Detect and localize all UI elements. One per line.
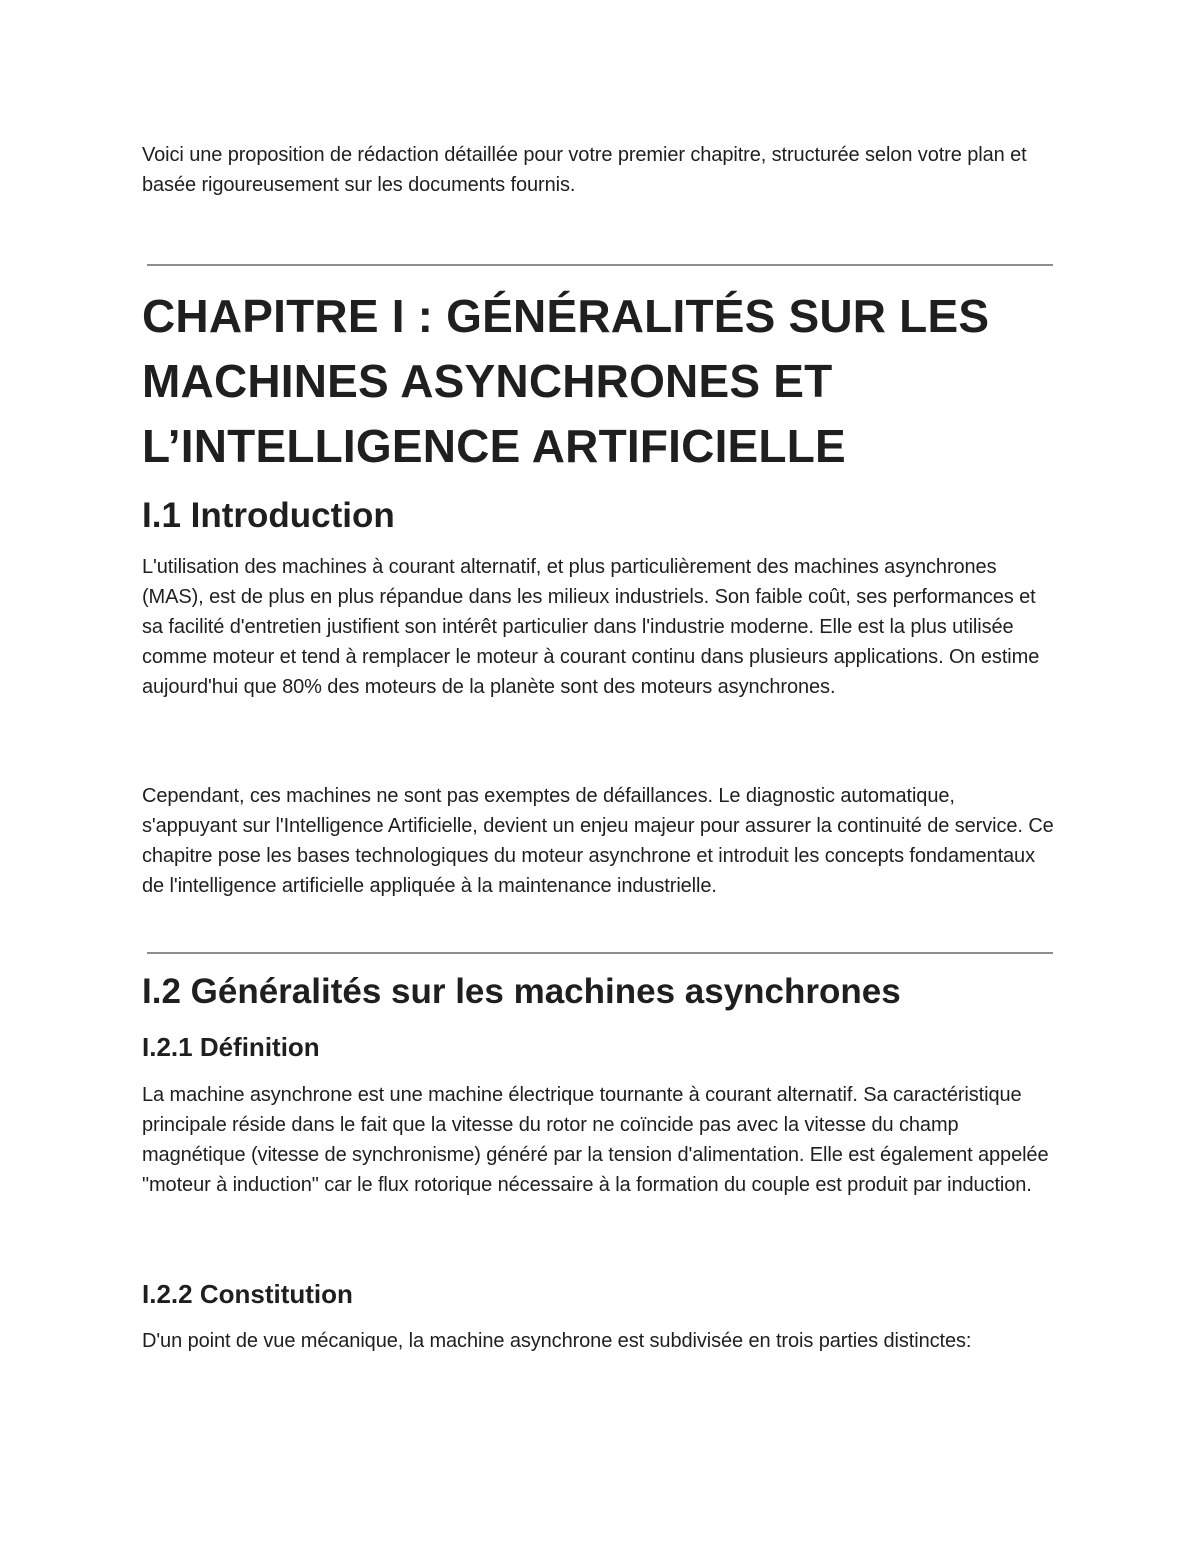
chapter-title: CHAPITRE I : GÉNÉRALITÉS SUR LES MACHINES ASYNCHRONES ET L’INTELLIGENCE ARTIFICIELLE [142,290,990,472]
introduction-paragraph-1: L'utilisation des machines à courant alternatif, et plus particulièrement des machines asynchrones (MAS), est de plus en plus répandue dans les milieux industriels. Son faible coût, ses performances et sa facilité d'entretien justifient son intérêt particulier dans l'industrie moderne. Elle est la plus utilisée comme moteur et tend à remplacer le moteur à courant continu dans plusieurs applications. On estime aujourd'hui que 80% des moteurs de la planète sont des moteurs asynchrones. [142,556,1040,698]
section-heading-introduction: I.1 Introduction [142,496,395,535]
definition-paragraph: La machine asynchrone est une machine électrique tournante à courant alternatif. Sa caractéristique principale réside dans le fait que la vitesse du rotor ne coïncide pas avec la vitesse du champ magnétique (vitesse de synchronisme) généré par la tension d'alimentation. Elle est également appelée "moteur à induction" car le flux rotorique nécessaire à la formation du couple est produit par induction. [142,1084,1049,1196]
introduction-paragraph-2: Cependant, ces machines ne sont pas exemptes de défaillances. Le diagnostic automatique, s'appuyant sur l'Intelligence Artificielle, devient un enjeu majeur pour assurer la continuité de service. Ce chapitre pose les bases technologiques du moteur asynchrone et introduit les concepts fondamentaux de l'intelligence artificielle appliquée à la maintenance industrielle. [142,785,1054,897]
section-heading-generalites: I.2 Généralités sur les machines asynchrones [142,972,901,1011]
constitution-paragraph: D'un point de vue mécanique, la machine asynchrone est subdivisée en trois parties distinctes: [142,1330,972,1352]
intro-note-paragraph: Voici une proposition de rédaction détaillée pour votre premier chapitre, structurée selon votre plan et basée rigoureusement sur les documents fournis. [142,144,1027,196]
horizontal-divider [147,952,1053,954]
subsection-heading-constitution: I.2.2 Constitution [142,1279,353,1309]
horizontal-divider [147,264,1053,266]
subsection-heading-definition: I.2.1 Définition [142,1032,320,1062]
